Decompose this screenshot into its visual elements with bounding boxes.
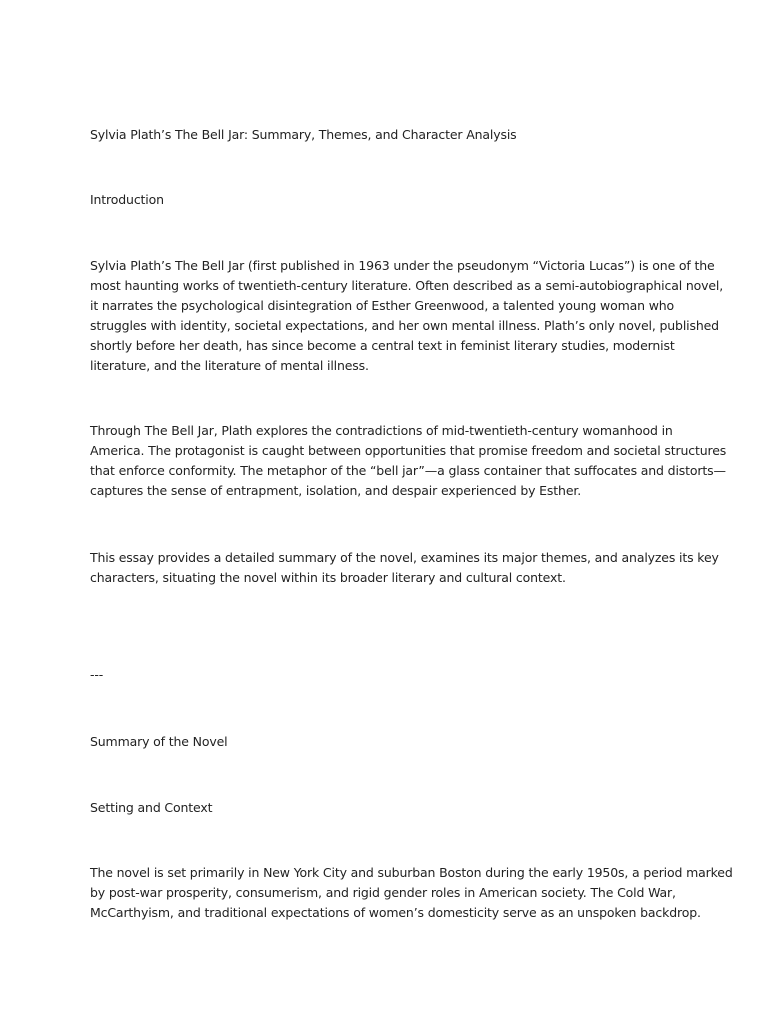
paragraph-line: that enforce conformity. The metaphor of the “bell jar”—a glass container that suffocates and distorts—	[90, 463, 726, 478]
section-heading-summary: Summary of the Novel	[90, 734, 228, 749]
subsection-heading-setting: Setting and Context	[90, 800, 213, 815]
paragraph-line: captures the sense of entrapment, isolation, and despair experienced by Esther.	[90, 483, 582, 498]
intro-paragraph-2	[90, 421, 727, 501]
intro-paragraph-1	[90, 256, 724, 376]
paragraph-line: shortly before her death, has since become a central text in feminist literary studies, modernist	[90, 338, 675, 353]
setting-paragraph-1	[90, 863, 733, 923]
paragraph-line: America. The protagonist is caught between opportunities that promise freedom and societal structures	[90, 443, 727, 458]
paragraph-line: The novel is set primarily in New York City and suburban Boston during the early 1950s, a period marked	[90, 865, 733, 880]
paragraph-line: most haunting works of twentieth-century literature. Often described as a semi-autobiographical novel,	[90, 278, 724, 293]
section-heading-introduction: Introduction	[90, 192, 164, 207]
paragraph-line: literature, and the literature of mental illness.	[90, 358, 369, 373]
paragraph-line: characters, situating the novel within its broader literary and cultural context.	[90, 570, 566, 585]
paragraph-line: This essay provides a detailed summary of the novel, examines its major themes, and analyzes its key	[90, 550, 719, 565]
paragraph-line: Through The Bell Jar, Plath explores the contradictions of mid-twentieth-century womanhood in	[90, 423, 673, 438]
document-title: Sylvia Plath’s The Bell Jar: Summary, Themes, and Character Analysis	[90, 127, 517, 142]
paragraph-line: Sylvia Plath’s The Bell Jar (first published in 1963 under the pseudonym “Victoria Lucas”) is one of the	[90, 258, 715, 273]
paragraph-line: McCarthyism, and traditional expectations of women’s domesticity serve as an unspoken backdrop.	[90, 905, 701, 920]
intro-paragraph-3	[90, 548, 719, 588]
section-separator: ---	[90, 667, 104, 682]
paragraph-line: by post-war prosperity, consumerism, and rigid gender roles in American society. The Cold War,	[90, 885, 676, 900]
paragraph-line: it narrates the psychological disintegration of Esther Greenwood, a talented young woman who	[90, 298, 675, 313]
paragraph-line: struggles with identity, societal expectations, and her own mental illness. Plath’s only novel, published	[90, 318, 719, 333]
